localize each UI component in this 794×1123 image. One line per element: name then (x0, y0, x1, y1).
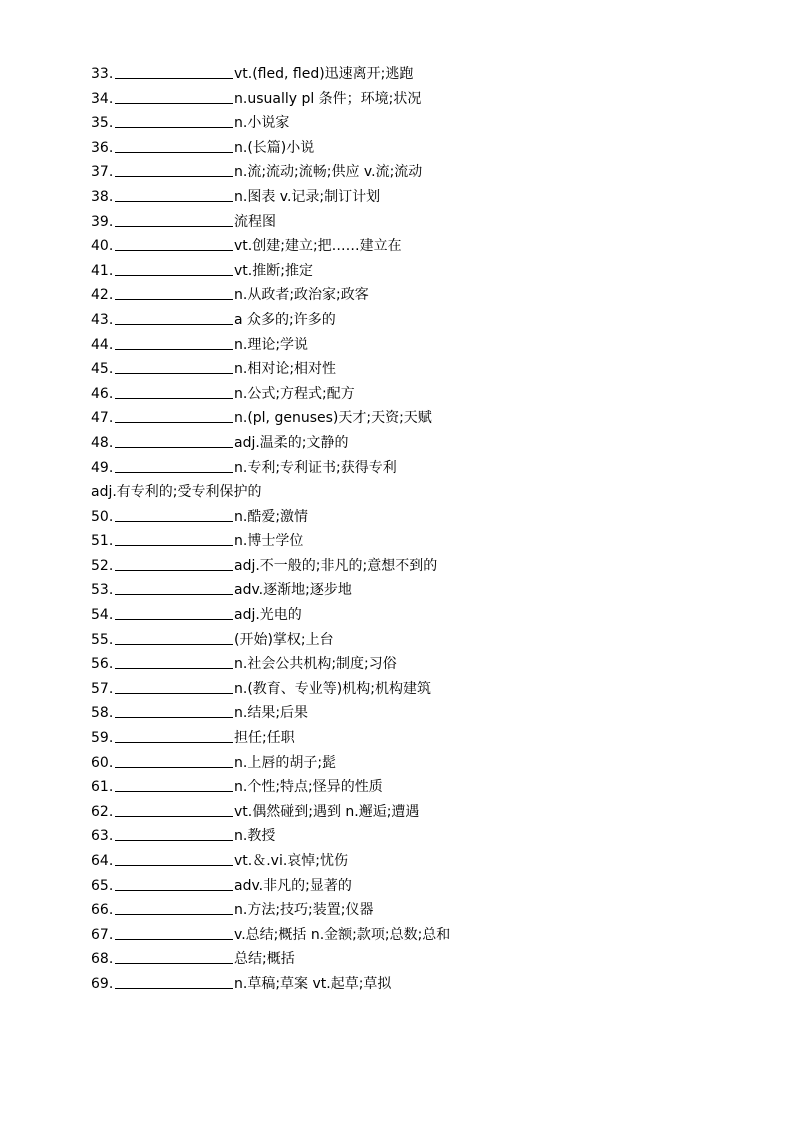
item-definition: vt.推断;推定 (234, 262, 313, 279)
vocabulary-item (91, 136, 794, 161)
item-definition: n.酷爱;激情 (234, 508, 309, 525)
vocabulary-item (91, 160, 794, 185)
item-number: 38. (91, 188, 114, 205)
item-definition: n.上唇的胡子;髭 (234, 754, 337, 771)
item-number: 50. (91, 508, 114, 525)
answer-blank[interactable] (115, 433, 233, 448)
answer-blank[interactable] (115, 359, 233, 374)
item-number: 56. (91, 656, 114, 673)
item-number: 44. (91, 336, 114, 353)
item-definition: adv.非凡的;显著的 (234, 877, 352, 894)
item-definition: n.专利;专利证书;获得专利 (234, 459, 397, 476)
vocabulary-item (91, 824, 794, 849)
vocabulary-item (91, 874, 794, 899)
vocabulary-item (91, 701, 794, 726)
vocabulary-item (91, 111, 794, 136)
item-number: 63. (91, 828, 114, 845)
item-definition: n.社会公共机构;制度;习俗 (234, 656, 397, 673)
item-definition: n.流;流动;流畅;供应 v.流;流动 (234, 164, 423, 181)
answer-blank[interactable] (115, 162, 233, 177)
answer-blank[interactable] (115, 285, 233, 300)
item-number: 34. (91, 90, 114, 107)
item-definition: n.理论;学说 (234, 336, 309, 353)
item-number: 66. (91, 902, 114, 919)
vocabulary-item (91, 283, 794, 308)
item-number: 64. (91, 853, 114, 869)
answer-blank[interactable] (115, 89, 233, 104)
vocabulary-item (91, 259, 794, 284)
item-number: 59. (91, 730, 114, 747)
item-definition: vt.＆.vi.哀悼;忧伤 (234, 853, 349, 869)
vocabulary-item (91, 898, 794, 923)
vocabulary-item (91, 578, 794, 603)
answer-blank[interactable] (115, 236, 233, 251)
item-number: 60. (91, 754, 114, 771)
item-number: 42. (91, 287, 114, 304)
answer-blank[interactable] (115, 703, 233, 718)
item-definition: n.usually pl 条件；环境;状况 (234, 90, 422, 107)
item-definition: 担任;任职 (234, 730, 295, 747)
item-number: 47. (91, 410, 114, 427)
vocabulary-list (91, 62, 794, 997)
vocabulary-item (91, 431, 794, 456)
answer-blank[interactable] (115, 728, 233, 743)
item-number: 57. (91, 680, 114, 697)
item-number: 48. (91, 434, 114, 451)
item-definition: v.总结;概括 n.金额;款项;总数;总和 (234, 926, 451, 943)
item-number: 40. (91, 238, 114, 255)
answer-blank[interactable] (115, 851, 233, 866)
vocabulary-item (91, 775, 794, 800)
answer-blank[interactable] (115, 507, 233, 522)
item-definition: n.公式;方程式;配方 (234, 385, 355, 402)
item-number: 36. (91, 139, 114, 156)
vocabulary-item (91, 382, 794, 407)
answer-blank[interactable] (115, 261, 233, 276)
item-number: 35. (91, 115, 114, 132)
answer-blank[interactable] (115, 187, 233, 202)
item-definition: adj.温柔的;文静的 (234, 434, 349, 451)
item-definition: n.结果;后果 (234, 705, 309, 722)
vocabulary-item (91, 529, 794, 554)
answer-blank[interactable] (115, 826, 233, 841)
vocabulary-item (91, 628, 794, 653)
answer-blank[interactable] (115, 458, 233, 473)
item-number: 54. (91, 607, 114, 624)
item-definition: adj.有专利的;受专利保护的 (91, 484, 262, 501)
item-definition: adv.逐渐地;逐步地 (234, 582, 352, 599)
vocabulary-item (91, 603, 794, 628)
vocabulary-item (91, 923, 794, 948)
item-definition: n.教授 (234, 828, 276, 845)
item-definition: vt.创建;建立;把……建立在 (234, 238, 402, 255)
item-number: 65. (91, 877, 114, 894)
item-number: 43. (91, 311, 114, 328)
item-number: 68. (91, 951, 114, 968)
answer-blank[interactable] (115, 384, 233, 399)
vocabulary-item (91, 677, 794, 702)
vocabulary-item (91, 652, 794, 677)
vocabulary-item (91, 554, 794, 579)
item-definition: 流程图 (234, 213, 276, 230)
item-definition: n.相对论;相对性 (234, 361, 337, 378)
answer-blank[interactable] (115, 802, 233, 817)
answer-blank[interactable] (115, 949, 233, 964)
answer-blank[interactable] (115, 900, 233, 915)
vocabulary-continuation-line (91, 480, 794, 505)
answer-blank[interactable] (115, 974, 233, 989)
item-definition: n.(pl, genuses)天才;天资;天赋 (234, 410, 432, 427)
answer-blank[interactable] (115, 925, 233, 940)
item-definition: n.(教育、专业等)机构;机构建筑 (234, 680, 431, 697)
item-definition: n.草稿;草案 vt.起草;草拟 (234, 975, 392, 992)
item-number: 58. (91, 705, 114, 722)
item-number: 69. (91, 975, 114, 992)
item-number: 61. (91, 779, 114, 796)
vocabulary-item (91, 849, 794, 874)
item-definition: n.(长篇)小说 (234, 139, 315, 156)
item-number: 39. (91, 213, 114, 230)
vocabulary-item (91, 185, 794, 210)
item-definition: n.图表 v.记录;制订计划 (234, 188, 381, 205)
vocabulary-item (91, 406, 794, 431)
vocabulary-item (91, 947, 794, 972)
vocabulary-item (91, 210, 794, 235)
answer-blank[interactable] (115, 212, 233, 227)
vocabulary-item (91, 456, 794, 481)
answer-blank[interactable] (115, 408, 233, 423)
item-number: 41. (91, 262, 114, 279)
vocabulary-item (91, 62, 794, 87)
answer-blank[interactable] (115, 876, 233, 891)
item-number: 55. (91, 631, 114, 648)
item-definition: n.个性;特点;怪异的性质 (234, 779, 383, 796)
item-definition: 总结;概括 (234, 951, 295, 968)
item-definition: a 众多的;许多的 (234, 311, 336, 328)
item-number: 46. (91, 385, 114, 402)
item-definition: vt.(fled, fled)迅速离开;逃跑 (234, 66, 414, 82)
vocabulary-item (91, 505, 794, 530)
answer-blank[interactable] (115, 64, 233, 79)
item-definition: n.博士学位 (234, 533, 304, 550)
vocabulary-item (91, 87, 794, 112)
answer-blank[interactable] (115, 335, 233, 350)
item-definition: n.方法;技巧;装置;仪器 (234, 902, 374, 919)
vocabulary-item (91, 308, 794, 333)
item-number: 33. (91, 66, 114, 82)
vocabulary-item (91, 972, 794, 997)
answer-blank[interactable] (115, 113, 233, 128)
vocabulary-item (91, 751, 794, 776)
item-definition: adj.不一般的;非凡的;意想不到的 (234, 557, 438, 574)
answer-blank[interactable] (115, 138, 233, 153)
vocabulary-item (91, 234, 794, 259)
item-number: 51. (91, 533, 114, 550)
item-definition: (开始)掌权;上台 (234, 631, 334, 648)
item-definition: n.从政者;政治家;政客 (234, 287, 369, 304)
answer-blank[interactable] (115, 679, 233, 694)
vocabulary-item (91, 800, 794, 825)
item-definition: adj.光电的 (234, 607, 302, 624)
answer-blank[interactable] (115, 777, 233, 792)
vocabulary-item (91, 333, 794, 358)
answer-blank[interactable] (115, 753, 233, 768)
answer-blank[interactable] (115, 654, 233, 669)
item-number: 67. (91, 926, 114, 943)
item-number: 53. (91, 582, 114, 599)
answer-blank[interactable] (115, 630, 233, 645)
vocabulary-item (91, 726, 794, 751)
answer-blank[interactable] (115, 580, 233, 595)
answer-blank[interactable] (115, 605, 233, 620)
item-definition: vt.偶然碰到;遇到 n.邂逅;遭遇 (234, 803, 420, 820)
answer-blank[interactable] (115, 531, 233, 546)
item-number: 52. (91, 557, 114, 574)
answer-blank[interactable] (115, 310, 233, 325)
vocabulary-item (91, 357, 794, 382)
item-number: 37. (91, 164, 114, 181)
answer-blank[interactable] (115, 556, 233, 571)
item-number: 62. (91, 803, 114, 820)
item-number: 45. (91, 361, 114, 378)
item-number: 49. (91, 459, 114, 476)
item-definition: n.小说家 (234, 115, 290, 132)
